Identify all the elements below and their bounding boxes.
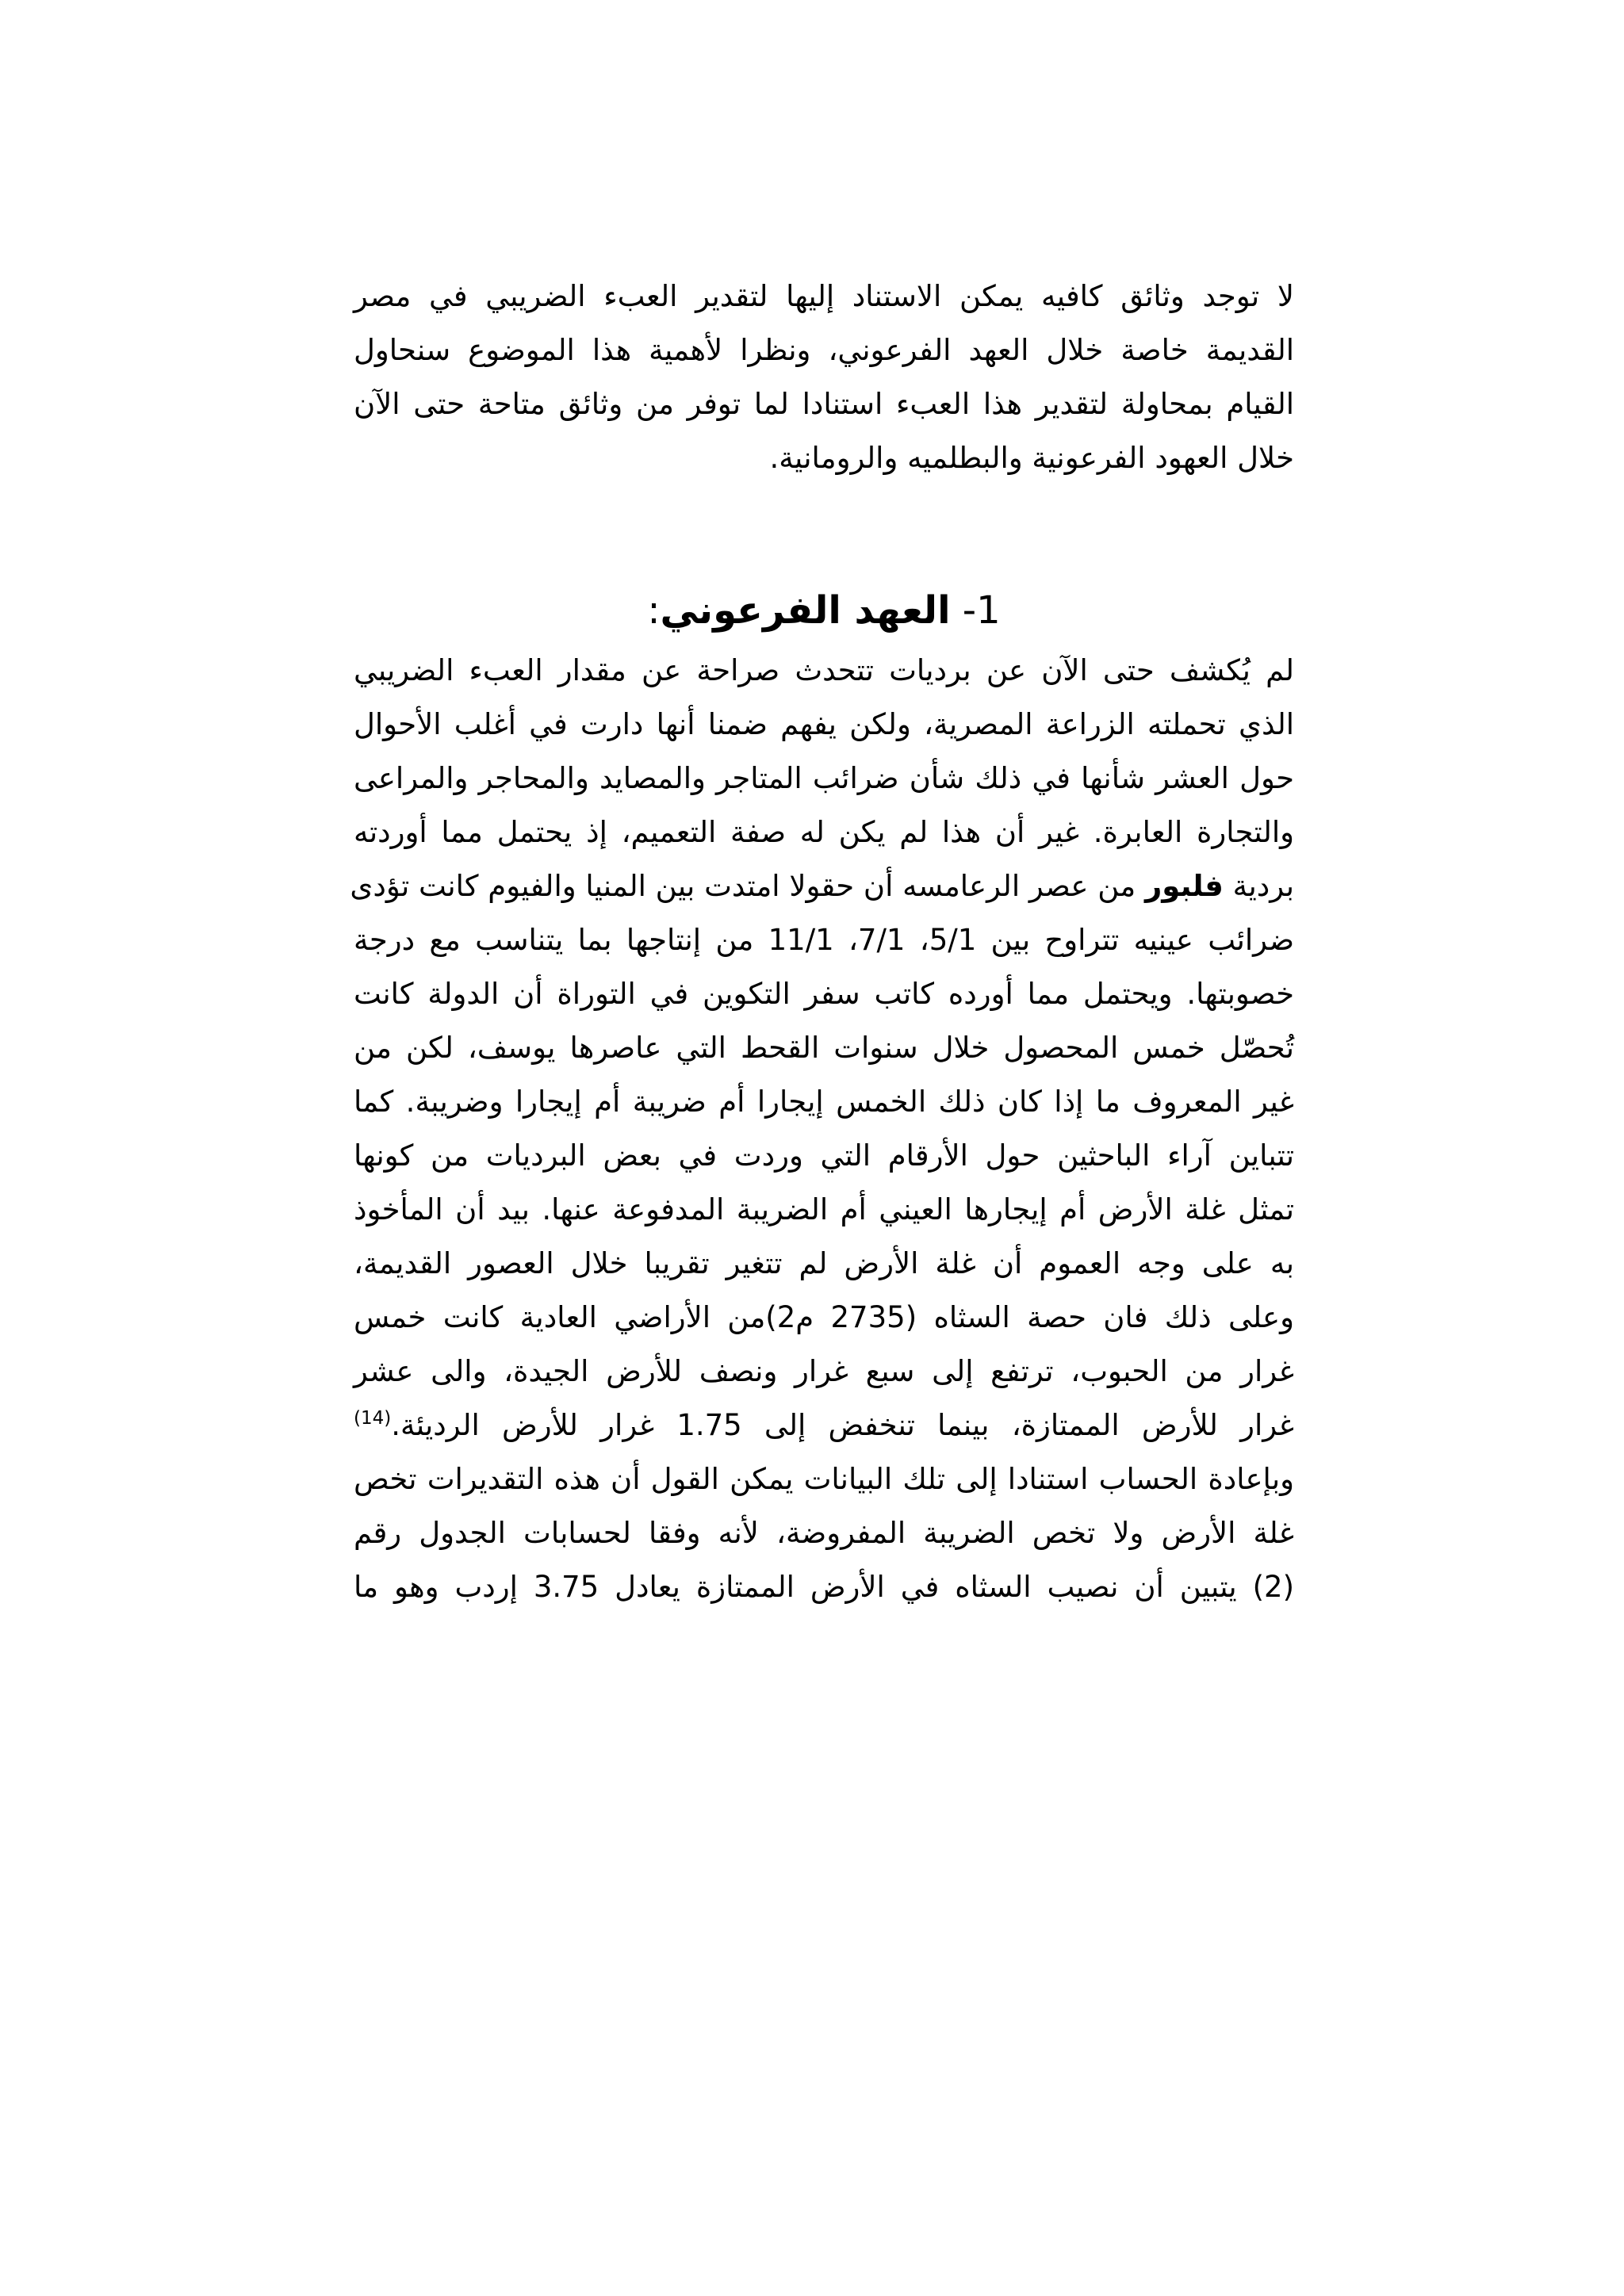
body-line: وبإعادة الحساب استنادا إلى تلك البيانات يمكن القول أن هذه التقديرات تخص [354,1462,1294,1496]
body-line: غرار من الحبوب، ترتفع إلى سبع غرار ونصف للأرض الجيدة، والى عشر [354,1354,1294,1388]
intro-line: خلال العهود الفرعونية والبطلميه والرومانية. [769,441,1294,475]
body-text-fragment: بردية [1232,869,1294,903]
body-line: غير المعروف ما إذا كان ذلك الخمس إيجارا أم ضريبة أم إيجارا وضريبة. كما [354,1085,1294,1119]
body-line: به على وجه العموم أن غلة الأرض لم تتغير تقريبا خلال العصور القديمة، [354,1246,1294,1280]
body-line: وعلى ذلك فان حصة السثاه (2735 م2)من الأراضي العادية كانت خمس [354,1300,1294,1334]
body-line: تمثل غلة الأرض أم إيجارها العيني أم الضريبة المدفوعة عنها. بيد أن المأخوذ [354,1192,1294,1226]
intro-line: القيام بمحاولة لتقدير هذا العبء استنادا لما توفر من وثائق متاحة حتى الآن [354,387,1294,421]
body-line: تُحصّل خمس المحصول خلال سنوات القحط التي عاصرها يوسف، لكن من [354,1031,1294,1065]
section-title: العهد الفرعوني [660,588,951,633]
body-line: والتجارة العابرة. غير أن هذا لم يكن له صفة التعميم، إذ يحتمل مما أوردته [354,815,1294,849]
body-line: الذي تحملته الزراعة المصرية، ولكن يفهم ضمنا أنها دارت في أغلب الأحوال [354,707,1294,741]
intro-line: لا توجد وثائق كافيه يمكن الاستناد إليها لتقدير العبء الضريبي في مصر [354,279,1294,313]
intro-line: القديمة خاصة خلال العهد الفرعوني، ونظرا لأهمية هذا الموضوع سنحاول [354,333,1294,367]
body-line-with-bold [350,859,1294,913]
body-line: حول العشر شأنها في ذلك شأن ضرائب المتاجر والمصايد والمحاجر والمراعى [354,761,1294,795]
bold-name: فلبور [1144,869,1224,903]
body-line: تتباين آراء الباحثين حول الأرقام التي وردت في بعض البرديات من كونها [354,1138,1294,1173]
section-colon: : [647,588,661,633]
section-number: 1- [962,588,1001,633]
body-text-fragment: من عصر الرعامسه أن حقولا امتدت بين المنيا والفيوم كانت تؤدى [350,869,1136,903]
body-text-fragment: غرار للأرض الممتازة، بينما تنخفض إلى 1.75 غرار للأرض الرديئة. [391,1408,1294,1442]
body-line: لم يُكشف حتى الآن عن برديات تتحدث صراحة عن مقدار العبء الضريبي [354,653,1294,687]
body-line: (2) يتبين أن نصيب السثاه في الأرض الممتازة يعادل 3.75 إردب وهو ما [354,1570,1295,1604]
body-paragraph [350,644,1295,1614]
body-line: خصوبتها. ويحتمل مما أورده كاتب سفر التكوين في التوراة أن الدولة كانت [354,977,1294,1011]
body-line: ضرائب عينيه تتراوح بين 5/1، 7/1، 11/1 من إنتاجها بما يتناسب مع درجة [354,923,1295,957]
body-line-with-footnote [354,1399,1294,1452]
body-line: غلة الأرض ولا تخص الضريبة المفروضة، لأنه وفقا لحسابات الجدول رقم [354,1516,1294,1550]
section-heading [354,583,1294,638]
footnote-ref[interactable]: (14) [354,1408,392,1429]
intro-paragraph [354,270,1294,485]
